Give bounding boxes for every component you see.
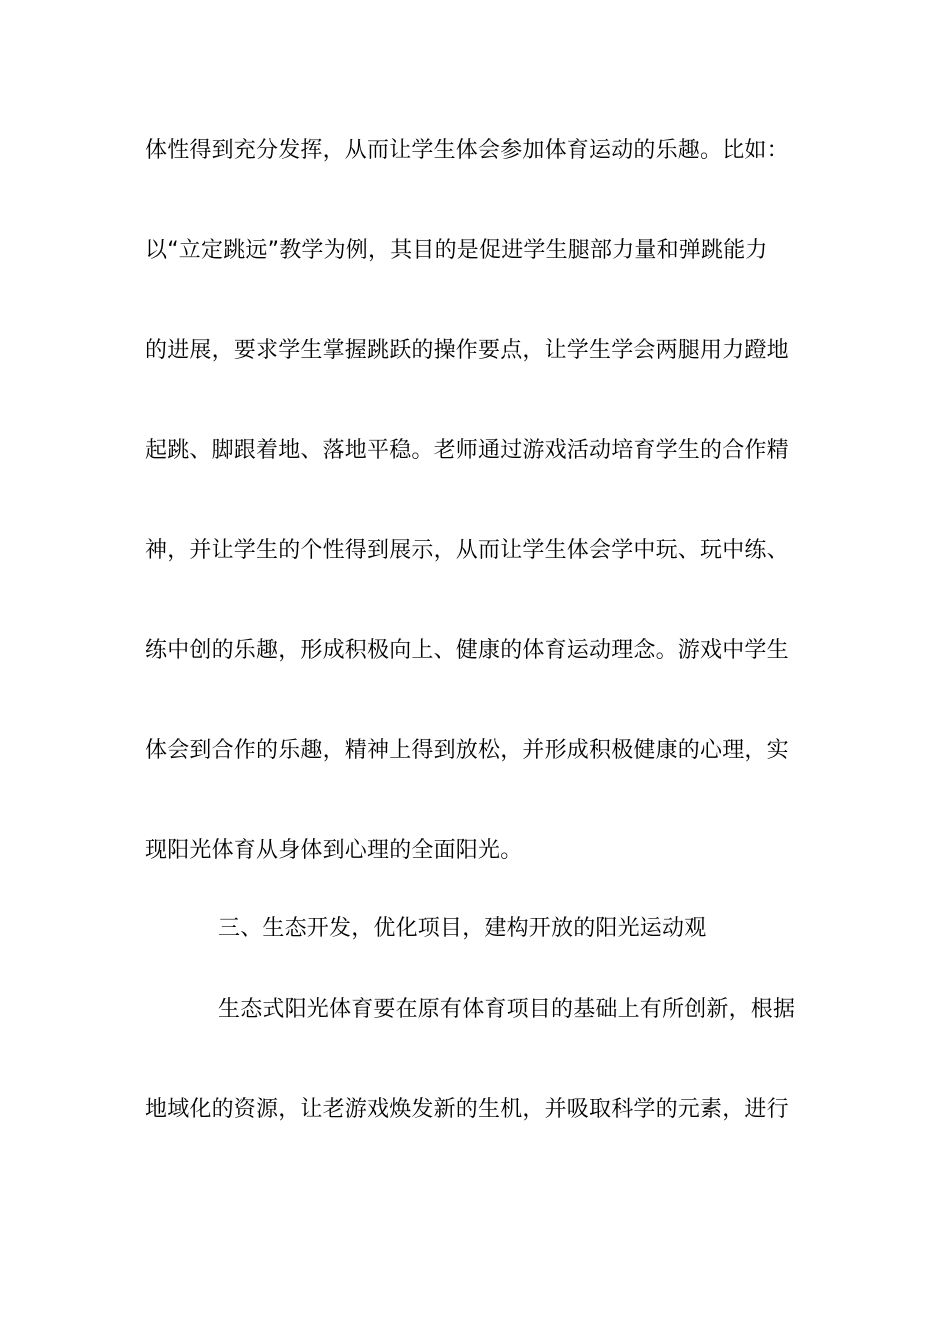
body-text-line: 的进展，要求学生掌握跳跃的操作要点，让学生学会两腿用力蹬地 <box>145 338 789 363</box>
body-text-line: 体会到合作的乐趣，精神上得到放松，并形成积极健康的心理，实 <box>145 738 789 763</box>
body-text-line: 地域化的资源，让老游戏焕发新的生机，并吸取科学的元素，进行 <box>145 1097 789 1122</box>
body-text-line: 现阳光体育从身体到心理的全面阳光。 <box>145 838 523 863</box>
body-text-line: 起跳、脚跟着地、落地平稳。老师通过游戏活动培育学生的合作精 <box>145 438 789 463</box>
body-text-line: 生态式阳光体育要在原有体育项目的基础上有所创新，根据 <box>218 997 796 1022</box>
body-text-line: 练中创的乐趣，形成积极向上、健康的体育运动理念。游戏中学生 <box>145 638 789 663</box>
section-heading: 三、生态开发，优化项目，建构开放的阳光运动观 <box>218 916 707 941</box>
body-text-line: 以“立定跳远”教学为例，其目的是促进学生腿部力量和弹跳能力 <box>145 238 768 263</box>
body-text-line: 神，并让学生的个性得到展示，从而让学生体会学中玩、玩中练、 <box>145 538 789 563</box>
body-text-line: 体性得到充分发挥，从而让学生体会参加体育运动的乐趣。比如： <box>145 138 789 163</box>
